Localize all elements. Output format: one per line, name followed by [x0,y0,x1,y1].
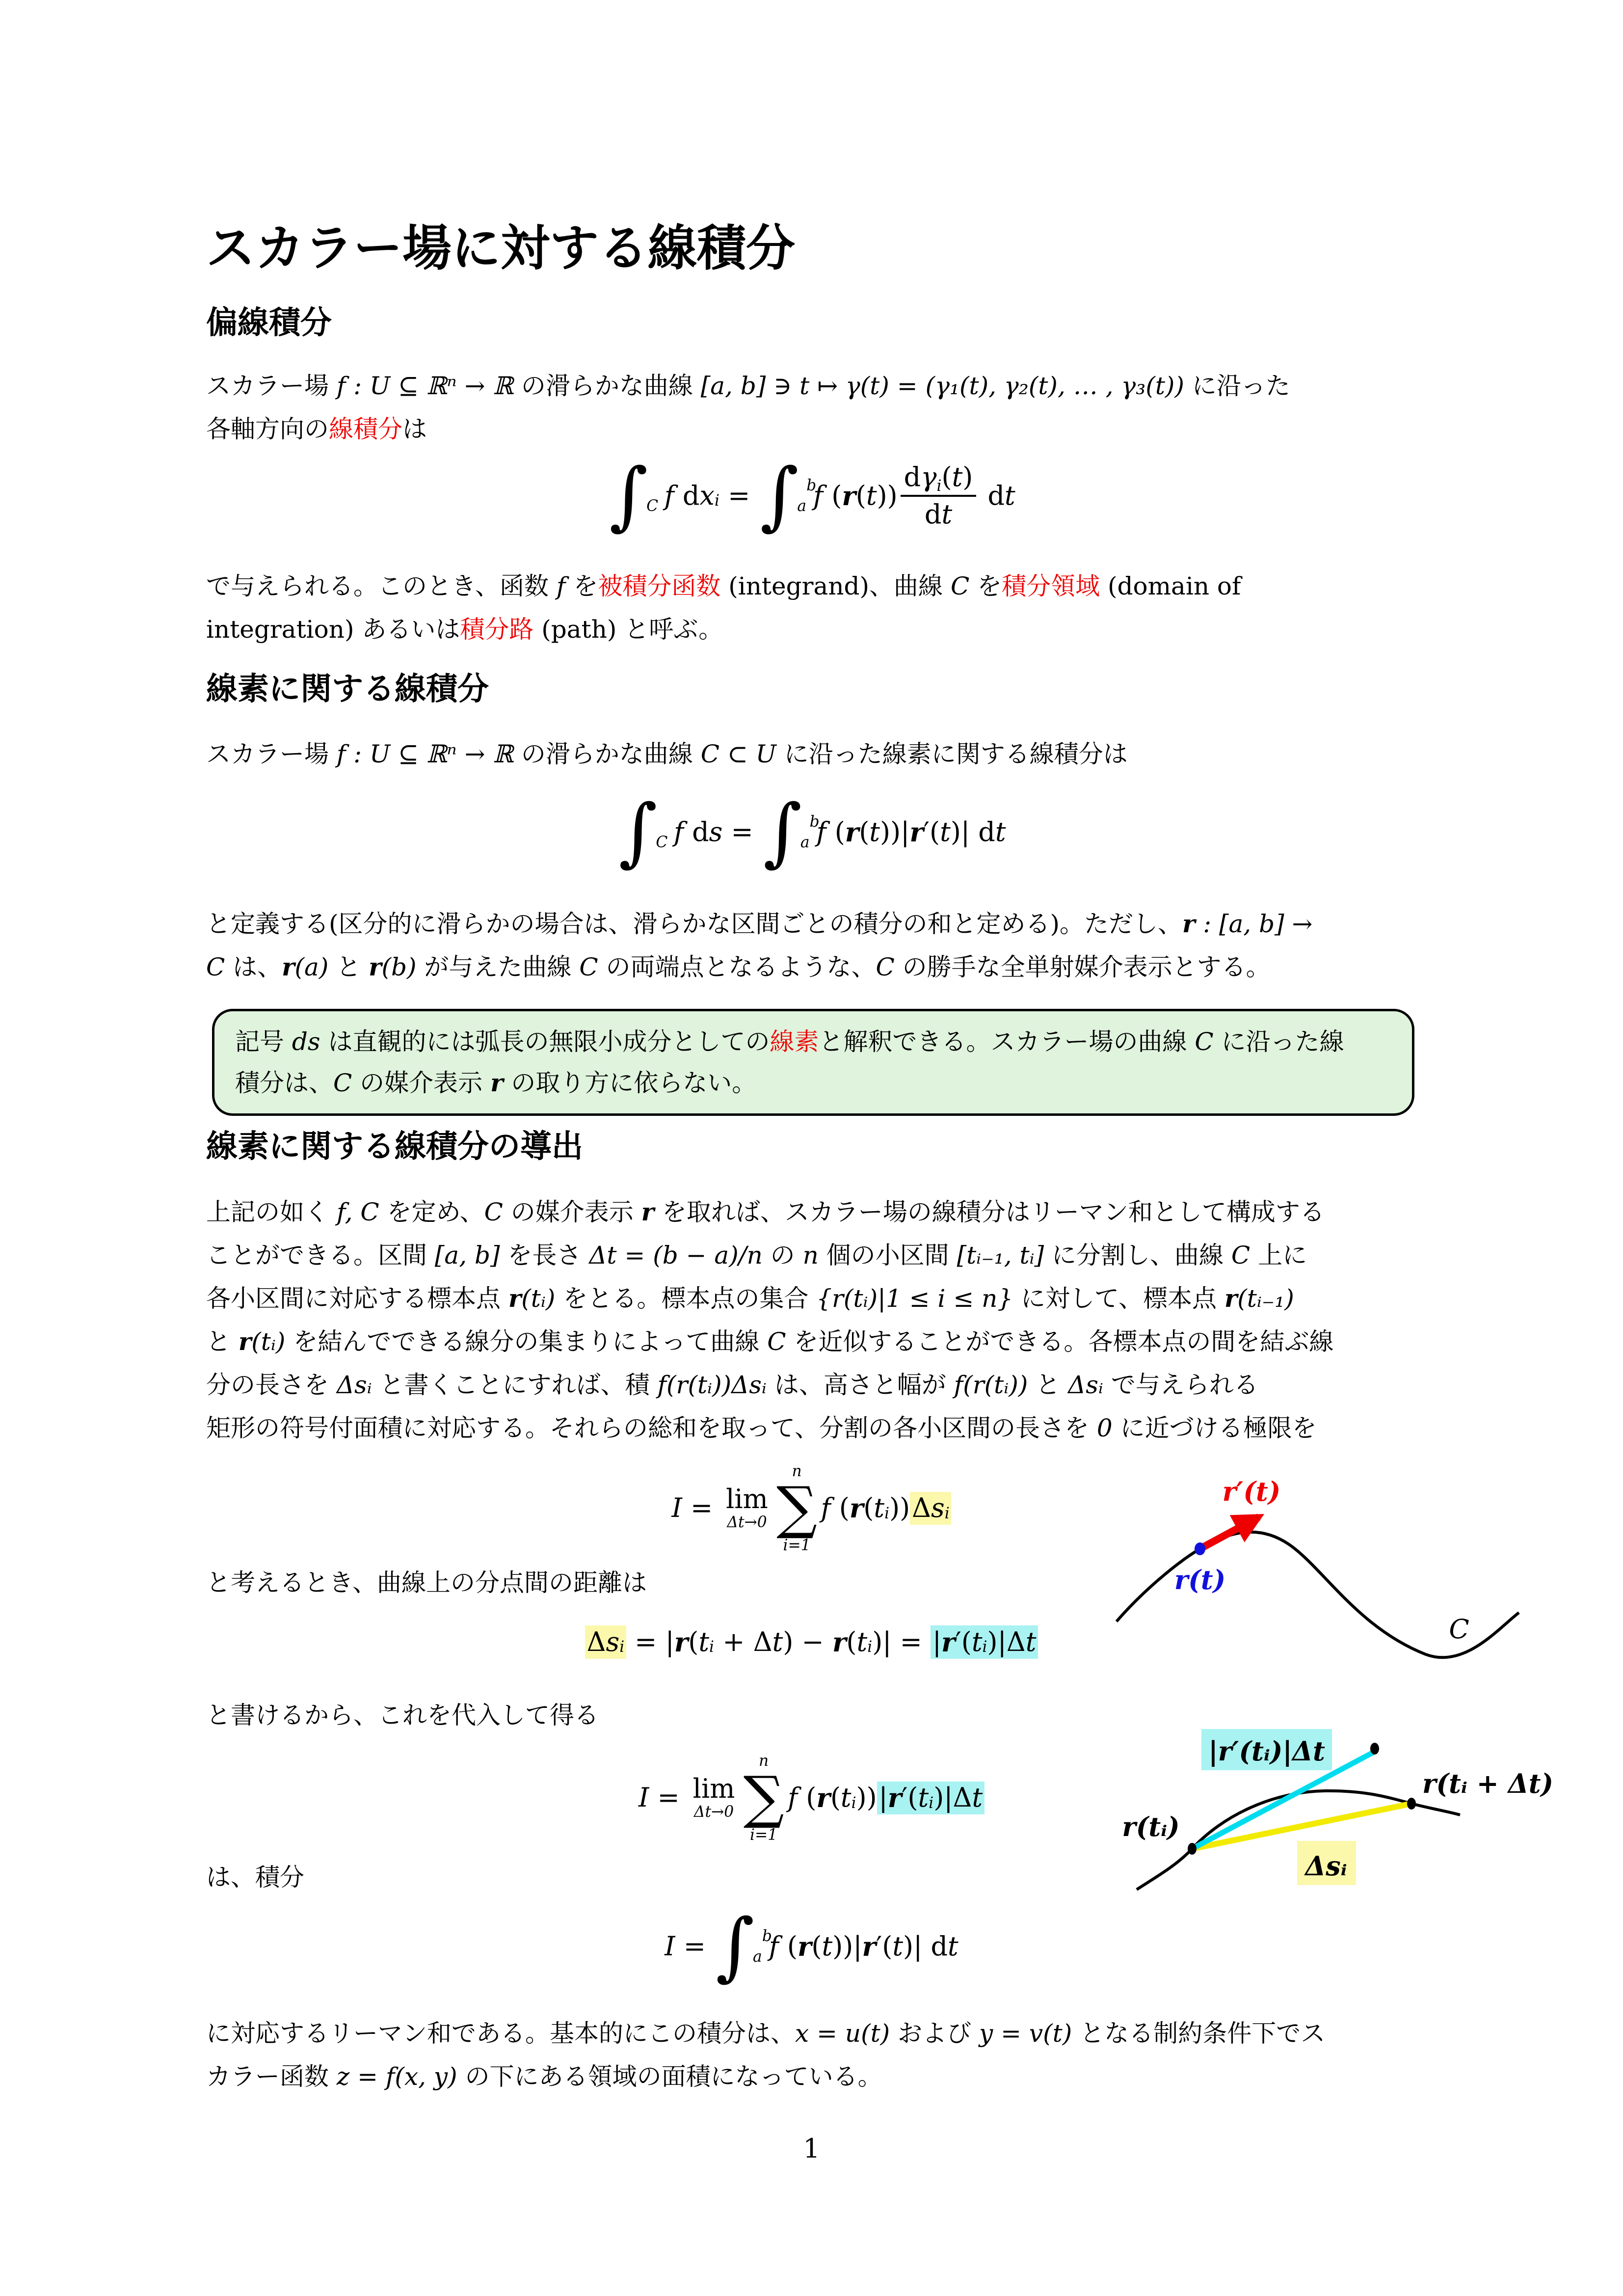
page-title: スカラー場に対する線積分 [206,219,795,277]
text-line: ことができる。区間 [a, b] を長さ Δt = (b − a)/n の n 個の小区間 [tᵢ₋₁, tᵢ] に分割し、曲線 C 上に [206,1241,1307,1270]
tangent-vector-label: r′(t) [1222,1476,1281,1507]
text-line: 矩形の符号付面積に対応する。それらの総和を取って、分割の各小区間の長さを 0 に近づける極限を [206,1414,1317,1442]
paragraph-mid3 [206,1856,1417,1899]
formula-delta-s: Δ s i = | r ( t i + Δ t ) − r ( t i )| = | r ′( t i )|Δ t [206,1615,1417,1669]
formula-riemann-sum: I = lim Δt→0 n ∑ i=1 f ( r ( t i )) Δ s i [206,1451,1417,1566]
text-line: に対応するリーマン和である。基本的にこの積分は、x = u(t) および y = v(t) となる制約条件下でス [206,2019,1326,2048]
paragraph-derivation [206,1190,1417,1450]
text-line: integration) あるいは積分路 (path) と呼ぶ。 [206,615,723,644]
text-line: と考えるとき、曲線上の分点間の距離は [206,1568,647,1597]
paragraph-line-element-def [206,732,1417,776]
tangent-end-dot [1370,1743,1379,1755]
text-line: カラー函数 z = f(x, y) の下にある領域の面積になっている。 [206,2062,882,2091]
chord-label: Δsᵢ [1305,1850,1347,1882]
text-line: で与えられる。このとき、函数 f を被積分函数 (integrand)、曲線 C を積分領域 (domain of [206,572,1241,600]
point-r-ti-dot [1188,1843,1197,1855]
text-line: 上記の如く f, C を定め、C の媒介表示 r を取れば、スカラー場の線積分はリーマン和として構成する [206,1197,1325,1226]
formula-final-integral: I = ∫ b a f ( r ( t )) | r ′( t )| d t [665,1903,958,1990]
point-r-ti-label: r(tᵢ) [1122,1811,1180,1842]
section-heading-derivation: 線素に関する線積分の導出 [206,1129,583,1165]
text-line: と r(tᵢ) を結んでできる線分の集まりによって曲線 C を近似することができる。各標本点の間を結ぶ線 [206,1327,1334,1356]
section-heading-partial-line-integral: 偏線積分 [206,305,332,341]
curve-c-label: C [1449,1614,1469,1645]
text-line: スカラー場 f : U ⊆ ℝⁿ → ℝ の滑らかな曲線 [a, b] ∋ t ↦ γ(t) = (γ₁(t), γ₂(t), … , γ₃(t)) に沿った [206,372,1290,400]
paragraph-intro [206,364,1417,451]
text-line: 分の長さを Δsᵢ と書くことにすれば、積 f(r(tᵢ))Δsᵢ は、高さと幅が f(r(tᵢ)) と Δsᵢ で与えられる [206,1371,1258,1399]
text-line: C は、r(a) と r(b) が与えた曲線 C の両端点となるような、C の勝手な全単射媒介表示とする。 [206,952,1271,981]
point-r-t-label: r(t) [1174,1564,1226,1595]
formula-line-element-integral: ∫ C f d s = ∫ b a f ( r ( t )) | r ′( t )| d t [618,788,1006,875]
point-r-t-dot [1195,1542,1205,1555]
tangent-length-label: |r′(tᵢ)|Δt [1208,1735,1325,1767]
section-heading-line-element-integral: 線素に関する線積分 [206,671,489,707]
text-line: 各小区間に対応する標本点 r(tᵢ) をとる。標本点の集合 {r(tᵢ)|1 ≤ i ≤ n} に対して、標本点 r(tᵢ₋₁) [206,1284,1294,1313]
text-line: スカラー場 f : U ⊆ ℝⁿ → ℝ の滑らかな曲線 C ⊂ U に沿った線素に関する線積分は [206,740,1128,768]
note-box [212,1009,1414,1116]
page-number: 1 [803,2133,820,2164]
paragraph-mid1 [206,1561,1417,1604]
formula-axis-line-integral: ∫ C f d x i = ∫ b a f ( r ( t )) dγi(t) dt d t [609,452,1015,539]
text-line: は、積分 [206,1863,304,1891]
text-line: と定義する(区分的に滑らかの場合は、滑らかな区間ごとの積分の和と定める)。ただし、r : [a, b] → [206,909,1313,938]
text-line: と書けるから、これを代入して得る [206,1701,599,1729]
point-r-ti-dt-dot [1407,1798,1416,1810]
point-r-ti-dt-label: r(tᵢ + Δt) [1422,1768,1554,1799]
text-line: 記号 ds は直観的には弧長の無限小成分としての線素と解釈できる。スカラー場の曲線 C に沿った線 [235,1027,1344,1056]
formula-riemann-sum-substituted: I = lim Δt→0 n ∑ i=1 f ( r ( t i )) | r ′( t i )|Δ t [206,1740,1417,1856]
text-line: 各軸方向の線積分は [206,415,427,443]
paragraph-final [206,2012,1417,2098]
text-line: 積分は、C の媒介表示 r の取り方に依らない。 [235,1068,757,1097]
paragraph-definition-note [206,902,1417,989]
paragraph-terminology [206,565,1417,651]
